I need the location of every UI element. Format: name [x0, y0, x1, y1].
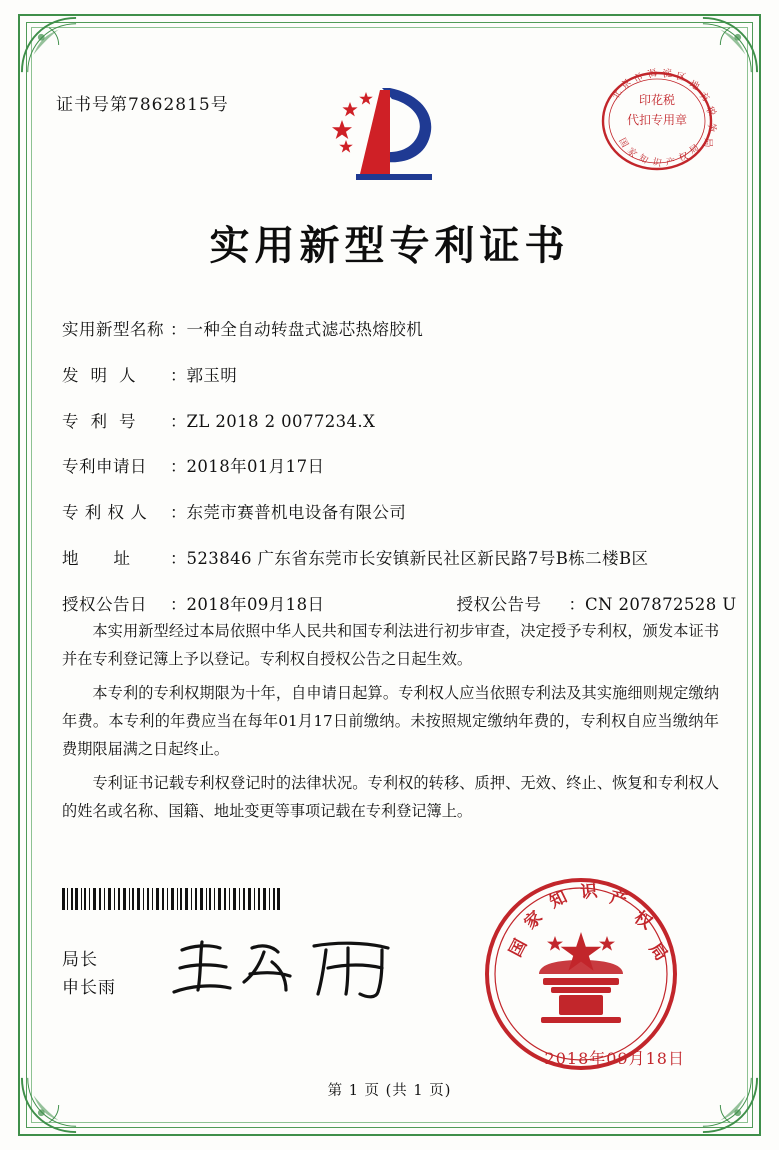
svg-text:区: 区	[675, 71, 687, 84]
field-colon: ：	[170, 594, 187, 614]
field-value: ZL 2018 2 0077234.X	[186, 411, 376, 431]
paragraph: 本专利的专利权期限为十年，自申请日起算。专利权人应当依照专利法及其实施细则规定缴纳年费。本专利的年费应当在每年01月17日前缴纳。未按照规定缴纳年费的，专利权自应当缴纳年费期限届满之日起终止。	[62, 684, 719, 758]
field-label: 专利申请日	[62, 457, 147, 477]
handwritten-signature	[168, 934, 418, 1004]
field-value: 东莞市赛普机电设备有限公司	[186, 503, 407, 522]
svg-text:局: 局	[688, 143, 702, 157]
cnipa-official-seal	[481, 874, 681, 1074]
field-label: 实用新型名称	[62, 320, 164, 339]
svg-text:权: 权	[630, 907, 656, 934]
field-row	[62, 547, 723, 572]
field-row	[62, 364, 723, 389]
field-value: 523846 广东省东莞市长安镇新民社区新民路7号B栋二楼B区	[186, 548, 649, 568]
paragraph: 专利证书记载专利权登记时的法律状况。专利权的转移、质押、无效、终止、恢复和专利权人的姓名或名称、国籍、地址变更等事项记载在专利登记簿上。	[62, 774, 719, 820]
signature-name: 申长雨	[62, 978, 116, 999]
svg-text:海: 海	[646, 67, 659, 81]
svg-text:京: 京	[619, 77, 634, 93]
field-list	[62, 318, 737, 638]
svg-text:权: 权	[677, 151, 690, 164]
field-value: 一种全自动转盘式滤芯热熔胶机	[186, 320, 424, 339]
svg-text:地: 地	[687, 78, 702, 93]
svg-text:北: 北	[610, 87, 625, 102]
field-colon: ：	[170, 411, 187, 431]
field-label: 发 明 人	[62, 365, 136, 385]
svg-text:国: 国	[616, 136, 630, 150]
svg-text:淀: 淀	[662, 68, 673, 80]
field-label: 专 利 号	[62, 411, 136, 431]
paragraph: 本实用新型经过本局依照中华人民共和国专利法进行初步审查，决定授予专利权，颁发本证书并在专利登记簿上予以登记。专利权自授权公告之日起生效。	[62, 622, 719, 668]
field-colon: ：	[170, 457, 187, 477]
svg-text:国: 国	[505, 935, 532, 961]
svg-text:印花税: 印花税	[638, 93, 676, 107]
svg-text:代扣专用章: 代扣专用章	[626, 113, 688, 127]
field-label: 授权公告日	[62, 594, 147, 614]
tax-stamp-seal	[595, 66, 719, 176]
field-row	[62, 410, 723, 435]
barcode	[62, 888, 280, 910]
field-label: 地 址	[62, 548, 131, 568]
field-value: 2018年01月17日	[186, 457, 325, 477]
page-footer: 第 1 页 (共 1 页)	[327, 1083, 452, 1099]
field-row-grant	[62, 593, 737, 618]
signature-block	[62, 946, 116, 1002]
field-label: 专 利 权 人	[62, 503, 148, 522]
svg-text:方: 方	[696, 90, 712, 105]
svg-text:家: 家	[520, 907, 547, 934]
svg-text:务: 务	[705, 121, 719, 134]
page-title: 实用新型专利证书	[209, 222, 570, 269]
field-colon: ：	[170, 320, 187, 339]
field-row	[62, 318, 723, 343]
svg-text:产: 产	[665, 157, 676, 168]
svg-text:局: 局	[702, 138, 713, 148]
svg-text:税: 税	[703, 104, 718, 119]
svg-text:局: 局	[644, 939, 672, 965]
field-value-secondary: CN 207872528 U	[585, 594, 737, 614]
field-colon: ：	[170, 503, 187, 522]
signature-title: 局长	[62, 950, 98, 970]
certificate-number: 证书号第7862815号	[56, 95, 229, 115]
seal-issue-date: 2018年09月18日	[544, 1049, 685, 1068]
svg-text:识: 识	[651, 157, 663, 170]
svg-text:产: 产	[607, 887, 630, 911]
field-label-secondary: 授权公告号	[456, 594, 542, 614]
svg-text:知: 知	[546, 887, 571, 913]
field-colon: ：	[170, 365, 187, 385]
legal-text	[62, 618, 719, 833]
field-colon: ：	[568, 594, 585, 614]
svg-text:市: 市	[631, 71, 646, 86]
cnipa-logo-icon	[320, 74, 460, 194]
field-value: 郭玉明	[186, 365, 238, 385]
field-colon: ：	[170, 548, 187, 568]
svg-text:知: 知	[636, 153, 650, 167]
svg-text:识: 识	[579, 881, 599, 903]
field-row	[62, 455, 723, 480]
svg-text:家: 家	[624, 146, 639, 160]
field-value: 2018年09月18日	[186, 594, 325, 614]
field-row	[62, 501, 723, 526]
certificate-content	[46, 46, 737, 1110]
